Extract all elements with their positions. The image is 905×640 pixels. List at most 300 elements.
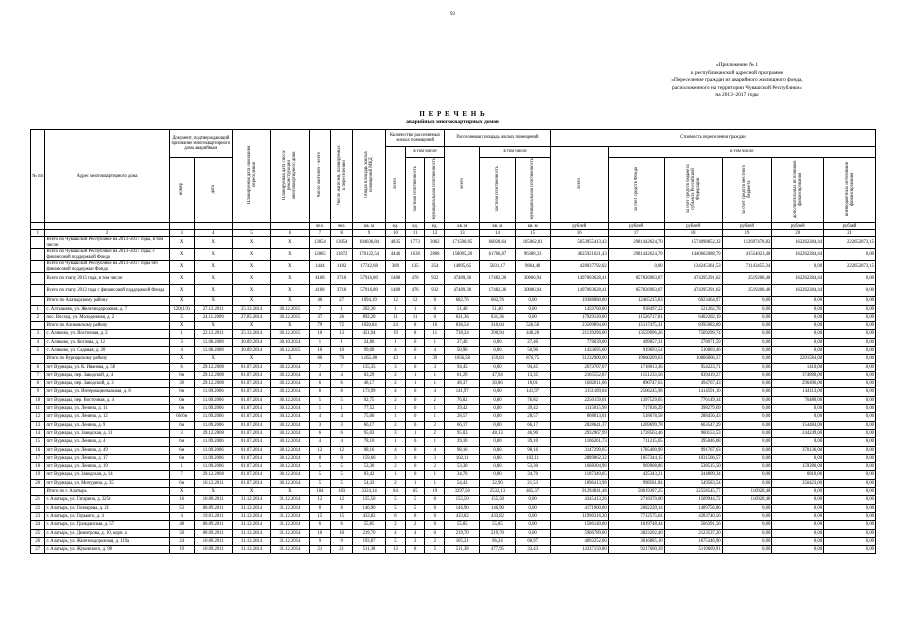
table-row [31, 330, 876, 338]
table-cell: 4835 [386, 237, 406, 249]
subtotal-row [31, 297, 876, 305]
table-cell: 0 [405, 363, 425, 371]
table-cell: 7 [309, 305, 331, 313]
table-cell: 5 [386, 504, 406, 512]
table-cell: 5 [405, 504, 425, 512]
table-cell: 155,50 [445, 496, 480, 504]
unit-rub: рублей [824, 223, 876, 230]
table-cell: 1 [331, 305, 353, 313]
table-cell: 521262,78 [664, 305, 722, 313]
table-cell: 15 [31, 438, 45, 446]
table-cell: 47489,30 [445, 273, 480, 285]
table-cell: 134245361,53 [664, 261, 722, 273]
table-cell: 2718370,00 [608, 496, 664, 504]
table-cell: 1 [425, 438, 445, 446]
table-cell: 808013,01 [550, 413, 608, 421]
table-cell: 3 [405, 537, 425, 545]
table-cell: 0,00 [722, 537, 772, 545]
column-number: 12 [425, 230, 445, 237]
table-cell: с. Аликово, ул. Садовая, д. 20 [45, 346, 169, 354]
table-cell: 1.855,00 [352, 355, 385, 363]
table-cell: 0,00 [480, 388, 515, 396]
table-cell: 10 [331, 346, 353, 354]
table-cell: с. Аликово, ул. Восточная, д. 2 [45, 330, 169, 338]
table-cell: 5 [309, 471, 331, 479]
table-cell: 3324,14 [352, 488, 385, 496]
table-cell: с. Алтышево, ул. Железнодорожная, д. 7 [45, 305, 169, 313]
table-row [31, 371, 876, 379]
document-title: П Е Р Е Ч Е Н Ь [419, 110, 486, 118]
table-cell: 3823202,40 [608, 529, 664, 537]
table-cell: пгт Вурнары, ул. К. Иванова, д. 5б [45, 363, 169, 371]
table-cell: 01.07.2014 [232, 405, 270, 413]
table-cell: 0,00 [772, 546, 824, 554]
table-cell: 39,10 [515, 438, 550, 446]
table-cell: 0,00 [824, 529, 876, 537]
table-cell: г. Алатырь, ул. Горького, д. 4 [45, 512, 169, 520]
table-cell: 1151233,56 [608, 371, 664, 379]
table-cell: 1 [31, 305, 45, 313]
table-cell: X [271, 237, 309, 249]
table-cell: пгт Вурнары, пер. Заводский, д. 3 [45, 380, 169, 388]
table-cell: 27.05.2014 [232, 313, 270, 321]
table-cell: 639419,27 [664, 371, 722, 379]
table-cell: 30.12.2014 [271, 471, 309, 479]
table-cell: 526,50 [515, 322, 550, 330]
table-cell: 0,00 [722, 313, 772, 321]
table-cell: 0,00 [722, 388, 772, 396]
table-cell: X [194, 237, 232, 249]
table-cell: 1019748,44 [608, 521, 664, 529]
table-cell: 776149,34 [664, 396, 722, 404]
table-cell: 16.12.2011 [194, 479, 232, 487]
appendix-note [602, 62, 872, 100]
table-cell: 0,00 [824, 446, 876, 454]
table-cell: Всего по Чувашской Республике на 2013–2017 годы без финансовой поддержки Фонда [45, 261, 169, 273]
table-cell: 11526717,81 [608, 313, 664, 321]
table-cell: 244249,00 [772, 429, 824, 437]
table-cell: 46 [309, 297, 331, 305]
table-cell: 11.08.2008 [194, 338, 232, 346]
table-cell: 39,42 [445, 405, 480, 413]
table-cell: 155,50 [352, 496, 385, 504]
table-cell: 21 [31, 496, 45, 504]
table-cell: 1497003628,41 [550, 285, 608, 297]
table-cell: 53,30 [515, 463, 550, 471]
table-cell: пгт Вурнары, ул. Интернациональная, д. 8 [45, 388, 169, 396]
table-cell: 31.12.2014 [232, 537, 270, 545]
column-number: 13 [445, 230, 480, 237]
column-number: 4 [194, 230, 232, 237]
table-cell: 01.07.2014 [232, 463, 270, 471]
unit-rub: рублей [608, 223, 664, 230]
table-cell: 7 [169, 471, 194, 479]
table-cell: 27 [31, 546, 45, 554]
header-residents-plan: Число жителей, планируемых к переселению [336, 145, 347, 205]
appendix-line: к республиканской адресной программе [690, 69, 784, 76]
table-cell: 159280,00 [772, 463, 824, 471]
table-cell: 11.09.2006 [194, 421, 232, 429]
table-cell: 2 [386, 396, 406, 404]
table-cell: 6810,00 [772, 471, 824, 479]
table-cell: 66,17 [515, 421, 550, 429]
table-cell: пгт Вурнары, ул. Ленина, д. 12 [45, 413, 169, 421]
table-cell: 1785400,99 [608, 446, 664, 454]
table-cell: 0,00 [722, 429, 772, 437]
table-cell: 10.09.2011 [194, 546, 232, 554]
table-cell: 0,00 [722, 297, 772, 305]
table-cell: пгт Вурнары, ул. Ленина, д. 17 [45, 454, 169, 462]
table-cell: 3718 [331, 273, 353, 285]
table-cell: 50,90 [445, 346, 480, 354]
table-cell: 1 [386, 338, 406, 346]
table-cell: 116928,48 [722, 488, 772, 496]
table-cell: 19660209,63 [608, 355, 664, 363]
table-cell: 4 [331, 438, 353, 446]
table-cell: 30.12.2015 [271, 313, 309, 321]
table-cell: 66,17 [445, 421, 480, 429]
table-cell: 72 [331, 322, 353, 330]
table-cell: 96388,33 [515, 249, 550, 261]
table-cell: 511,38 [445, 546, 480, 554]
table-cell: 135 [405, 261, 425, 273]
unit-rub: рублей [772, 223, 824, 230]
table-cell: 6н [169, 405, 194, 413]
table-cell: 0,00 [824, 355, 876, 363]
table-cell: 395046,08 [664, 438, 722, 446]
table-cell: 55,85 [445, 521, 480, 529]
table-cell: 3 [386, 429, 406, 437]
unit-rub: рублей [550, 223, 608, 230]
table-cell: 3062 [425, 237, 445, 249]
table-cell: 0,00 [772, 537, 824, 545]
table-cell: 0,00 [824, 413, 876, 421]
table-cell [31, 273, 45, 285]
table-cell: 0,00 [480, 346, 515, 354]
table-cell: 2519208,48 [722, 273, 772, 285]
table-cell: X [232, 488, 270, 496]
table-cell: 18,01 [515, 380, 550, 388]
table-cell: 83,42 [352, 471, 385, 479]
table-cell: 0 [425, 512, 445, 520]
table-cell: 34,80 [352, 338, 385, 346]
table-cell: 0,00 [722, 504, 772, 512]
unit-units: ед. [405, 223, 425, 230]
table-cell: 6 [331, 380, 353, 388]
table-cell: 0,00 [824, 537, 876, 545]
table-cell: 184036,84 [352, 237, 385, 249]
table-row [31, 504, 876, 512]
table-cell: 0,00 [772, 330, 824, 338]
table-cell: 146,90 [445, 504, 480, 512]
table-cell: 919693,54 [608, 346, 664, 354]
table-cell: 0 [425, 521, 445, 529]
table-cell: 48 [169, 521, 194, 529]
table-cell: 476 [405, 285, 425, 297]
table-cell: Всего по этапу 2013 года, в том числе: [45, 273, 169, 285]
table-cell: 1433695,00 [550, 346, 608, 354]
table-cell: 19388880,00 [550, 297, 608, 305]
table-cell: 1 [386, 405, 406, 413]
table-cell: 1106261,73 [550, 438, 608, 446]
header-num: № пп [31, 130, 45, 223]
table-cell: 30.12.2015 [271, 305, 309, 313]
table-header [31, 130, 876, 237]
column-number: 3 [169, 230, 194, 237]
table-cell: 1 [425, 479, 445, 487]
table-cell: 4345413,26 [550, 496, 608, 504]
table-cell: 39 [169, 380, 194, 388]
table-cell: 8 [331, 504, 353, 512]
table-cell: 120(1/3) [169, 305, 194, 313]
table-cell: 31.12.2014 [271, 504, 309, 512]
table-cell: 25.12.2014 [232, 305, 270, 313]
table-cell: 451,94 [352, 330, 385, 338]
table-cell: X [232, 273, 270, 285]
table-cell: 5 [386, 537, 406, 545]
table-cell: X [271, 297, 309, 305]
table-cell: X [271, 261, 309, 273]
table-cell: 6 [309, 380, 331, 388]
table-cell: 30.12.2014 [271, 396, 309, 404]
table-cell: 2201584,00 [772, 355, 824, 363]
table-cell: 717036,29 [608, 405, 664, 413]
column-number: 19 [722, 230, 772, 237]
unit-people: чел. [309, 223, 331, 230]
header-cost-extra2: внебюджетных источников финансирования [844, 161, 855, 217]
table-cell: 6н [169, 446, 194, 454]
table-cell: 01.07.2014 [232, 479, 270, 487]
table-cell: 27 [331, 297, 353, 305]
table-cell: 932 [425, 285, 445, 297]
table-cell: 11.09.2006 [194, 413, 232, 421]
table-cell: 8 [386, 512, 406, 520]
table-cell: 24 [169, 537, 194, 545]
table-cell: 0,00 [515, 504, 550, 512]
unit-rub: рублей [664, 223, 722, 230]
table-cell: 1773 [405, 237, 425, 249]
table-cell: 68,97 [515, 537, 550, 545]
table-cell: 374890,00 [772, 371, 824, 379]
table-cell: 98,16 [515, 446, 550, 454]
table-cell: 219,70 [480, 529, 515, 537]
table-cell: 0,00 [772, 488, 824, 496]
table-cell: пгт Вурнары, ул. Ленина, д. 4 [45, 438, 169, 446]
table-cell: 95,03 [445, 429, 480, 437]
table-cell: 53,30 [352, 463, 385, 471]
table-cell: 13 [331, 330, 353, 338]
register-table [30, 129, 876, 554]
table-cell: 30.10.2014 [271, 338, 309, 346]
table-cell: 0 [425, 496, 445, 504]
table-cell: 1056,58 [445, 355, 480, 363]
table-cell: 3 [386, 454, 406, 462]
table-cell: 0,00 [722, 512, 772, 520]
table-cell: 2 [386, 479, 406, 487]
table-cell: 0 [405, 446, 425, 454]
table-cell: г. Алатырь, ул. Димитрова, д. 10, корп. а [45, 529, 169, 537]
table-cell: 159,66 [352, 454, 385, 462]
table-cell: 1182 [331, 261, 353, 273]
table-cell: 0 [425, 504, 445, 512]
table-cell: пгт Вурнары, ул. Ленина, д. 19 [45, 463, 169, 471]
table-cell: 01.07.2014 [232, 446, 270, 454]
table-cell: 0,00 [824, 454, 876, 462]
table-cell: 10 [309, 346, 331, 354]
table-cell: 5 [169, 313, 194, 321]
table-cell: пгт Вурнары, ул. Заводская, д. 11 [45, 429, 169, 437]
table-cell: 1 [405, 429, 425, 437]
table-cell: 162262284,44 [772, 237, 824, 249]
table-cell: 2165552,87 [550, 371, 608, 379]
table-cell: 46,90 [515, 429, 550, 437]
table-cell [31, 297, 45, 305]
table-cell: 465,37 [515, 488, 550, 496]
table-cell: 433,82 [445, 512, 480, 520]
table-cell: 7569299,74 [664, 330, 722, 338]
table-cell: 6 [169, 363, 194, 371]
table-cell: 30.12.2015 [271, 330, 309, 338]
table-cell: 2981442624,70 [608, 249, 664, 261]
table-cell: X [271, 355, 309, 363]
table-cell [31, 285, 45, 297]
table-cell: 954223,71 [664, 363, 722, 371]
table-cell: 21 [331, 546, 353, 554]
table-cell: 738,24 [445, 330, 480, 338]
table-cell: 1094,19 [352, 297, 385, 305]
table-cell: 0,00 [772, 346, 824, 354]
table-cell: 2250159,01 [550, 396, 608, 404]
table-cell: 32,90 [480, 479, 515, 487]
table-cell: 30.12.2015 [271, 346, 309, 354]
table-cell: пгт Вурнары, ул. Ленина, д. 11 [45, 405, 169, 413]
table-cell: Всего по этапу 2013 года с финансовой поддержкой Фонда [45, 285, 169, 297]
table-cell: X [194, 322, 232, 330]
table-cell: 10.08.2011 [194, 496, 232, 504]
table-cell: 54,43 [445, 479, 480, 487]
table-cell: 0 [425, 529, 445, 537]
table-cell: 2 [386, 421, 406, 429]
table-cell: пгт Вурнары, пер. Восточная, д. 4 [45, 396, 169, 404]
table-cell: 13559996,26 [608, 330, 664, 338]
table-cell: 3 [169, 429, 194, 437]
header-cost-all: всего [576, 178, 582, 189]
table-cell: 4446 [386, 249, 406, 261]
table-cell: 0,00 [824, 297, 876, 305]
table-cell: 141,97 [445, 388, 480, 396]
header-rooms-municipal: муниципальная собственность [432, 158, 438, 220]
appendix-line: на 2013–2017 годы [715, 92, 759, 99]
appendix-line: «Приложение № 1 [715, 62, 759, 68]
table-cell: 75,06 [352, 413, 385, 421]
table-cell: 4 [169, 512, 194, 520]
table-cell: 41554023,48 [722, 249, 772, 261]
table-cell: 370136,00 [772, 446, 824, 454]
table-cell: 79 [331, 355, 353, 363]
table-cell: 778039,00 [550, 338, 608, 346]
table-cell: 4171960,00 [550, 504, 608, 512]
table-cell: 11.09.2006 [194, 446, 232, 454]
table-cell: X [232, 297, 270, 305]
table-cell: 0,00 [824, 313, 876, 321]
column-number: 21 [824, 230, 876, 237]
table-cell: г. Алатырь, ул. Гражданская, д. 57 [45, 521, 169, 529]
table-cell: X [169, 261, 194, 273]
table-cell: 31.12.2014 [271, 537, 309, 545]
table-cell: 0 [405, 396, 425, 404]
table-cell: 08.09.2011 [194, 529, 232, 537]
table-cell: 5 [386, 496, 406, 504]
table-cell: 91294841,48 [550, 488, 608, 496]
header-area-municipal: муниципальная собственность [530, 158, 536, 220]
table-cell: 0,00 [824, 363, 876, 371]
table-cell: 30006,94 [515, 273, 550, 285]
table-cell: 76480,00 [772, 396, 824, 404]
table-cell: 0,00 [515, 512, 550, 520]
table-cell: 54,43 [352, 479, 385, 487]
table-row [31, 380, 876, 388]
table-cell: 5 [405, 496, 425, 504]
table-cell: 0,00 [480, 405, 515, 413]
table-row [31, 512, 876, 520]
table-cell: 3 [31, 330, 45, 338]
header-cost-fund: за счет средств Фонда [633, 166, 639, 212]
table-cell: 10.08.2011 [194, 537, 232, 545]
table-row [31, 463, 876, 471]
table-cell: 11.09.2006 [194, 405, 232, 413]
table-cell: 31.12.2014 [271, 496, 309, 504]
table-cell: 34,70 [445, 471, 480, 479]
table-cell: пгт Вурнары, пер. Заводской, д. 4 [45, 371, 169, 379]
table-cell: 170122,54 [352, 249, 385, 261]
table-cell: 31.12.2014 [232, 512, 270, 520]
table-cell: 0,00 [772, 322, 824, 330]
header-rooms-private: частная собственность [412, 166, 418, 212]
table-cell: 0,00 [824, 471, 876, 479]
table-row [31, 471, 876, 479]
table-cell: 12065 [309, 249, 331, 261]
table-cell: 1410,00 [772, 363, 824, 371]
table-cell: 0,00 [824, 285, 876, 297]
table-cell: 1497003628,41 [550, 273, 608, 285]
table-cell: 0,00 [772, 338, 824, 346]
table-cell: 0,00 [772, 521, 824, 529]
table-cell: 24 [31, 521, 45, 529]
table-cell: 2 [405, 521, 425, 529]
table-cell: X [169, 322, 194, 330]
table-cell: 0 [405, 338, 425, 346]
table-cell: 711215,05 [608, 438, 664, 446]
table-cell: 11.09.2006 [194, 396, 232, 404]
table-row [31, 479, 876, 487]
table-cell: 4 [386, 346, 406, 354]
table-cell: 0,00 [722, 546, 772, 554]
table-cell: 18 [31, 463, 45, 471]
table-cell: 892,20 [352, 313, 385, 321]
table-cell: 4108 [309, 285, 331, 297]
table-cell [31, 261, 45, 273]
table-cell: 0,00 [722, 380, 772, 388]
table-cell: 0,00 [515, 297, 550, 305]
column-number: 18 [664, 230, 722, 237]
table-cell: 2808 [425, 249, 445, 261]
table-cell: 29.12.2008 [194, 363, 232, 371]
table-cell: 01.07.2014 [232, 454, 270, 462]
table-cell: 2673707,07 [550, 363, 608, 371]
table-cell: 938497,22 [608, 305, 664, 313]
table-cell: 1 [405, 305, 425, 313]
table-cell: 162262284,44 [772, 285, 824, 297]
